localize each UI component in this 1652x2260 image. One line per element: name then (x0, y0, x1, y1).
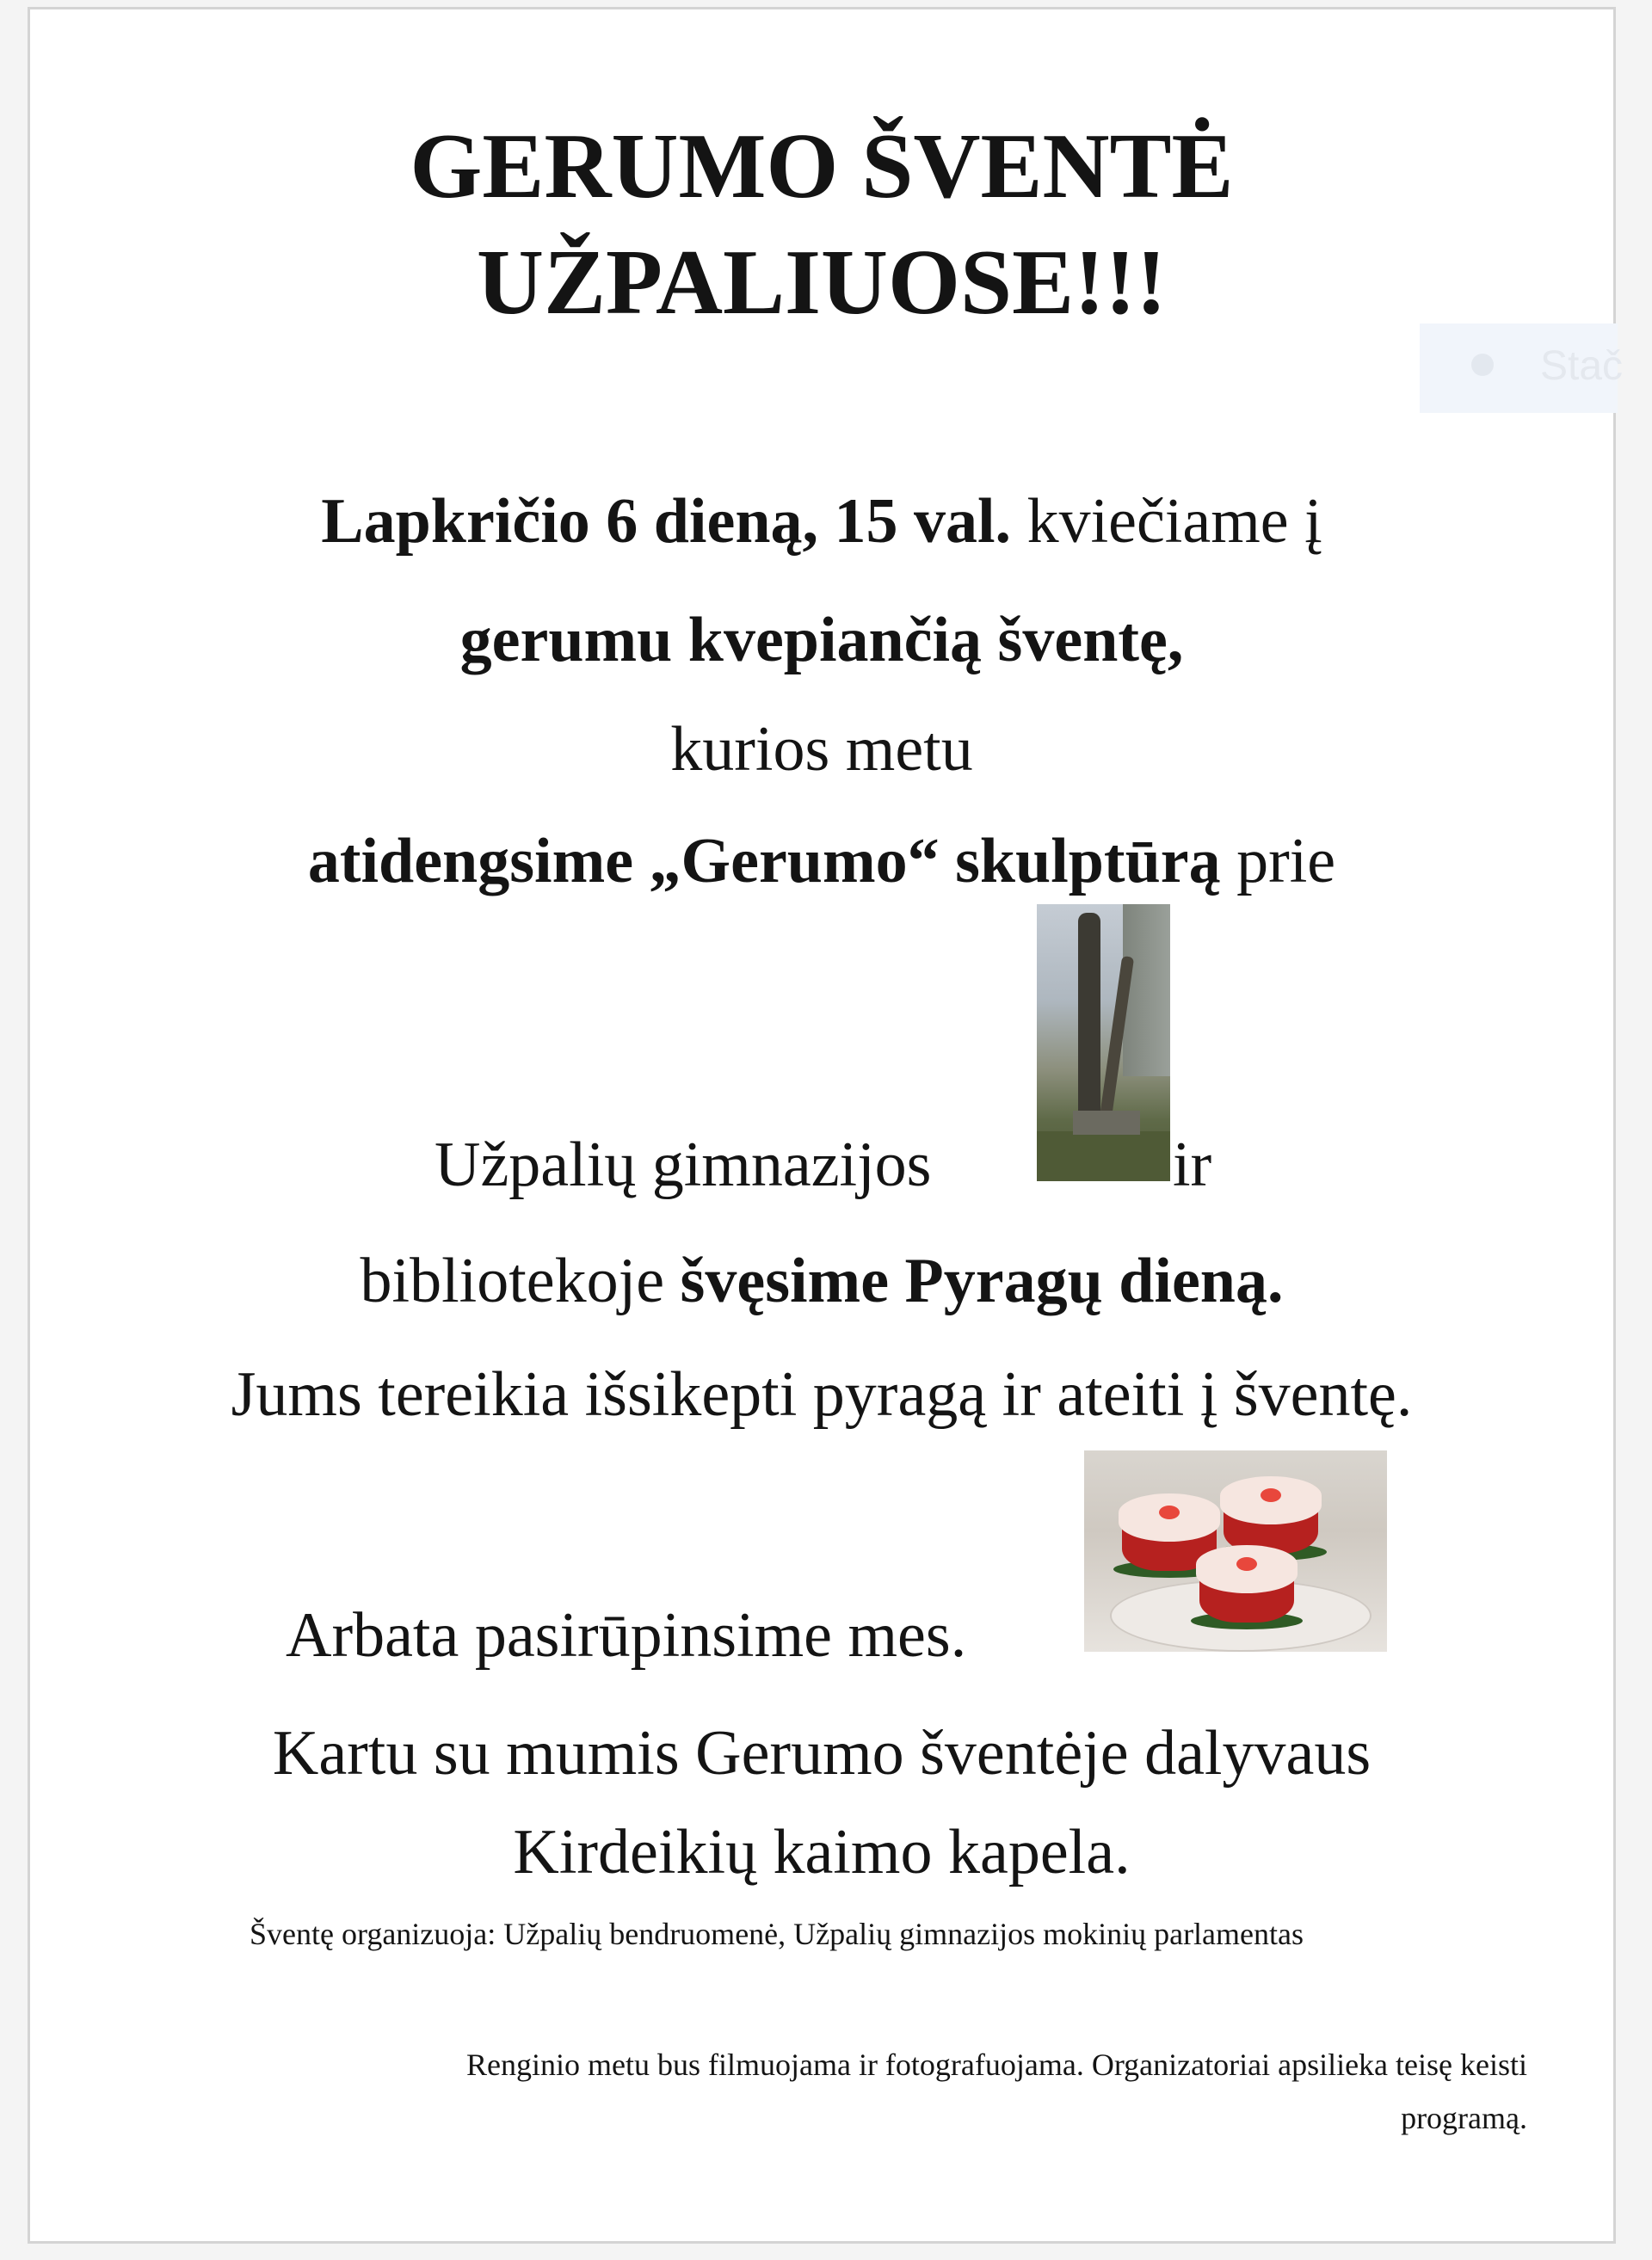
body-line-during: kurios metu (670, 714, 973, 785)
body-line-tea: Arbata pasirūpinsime mes. (286, 1600, 967, 1671)
library-text: bibliotekoje (360, 1246, 681, 1316)
body-line-library (30, 1242, 1613, 1320)
watermark-text: Stač (1540, 343, 1624, 389)
body-line-bake: Jums tereikia išsikepti pyragą ir ateiti į šventę. (231, 1359, 1413, 1430)
body-line-gymnasium: Užpalių gimnazijos (435, 1130, 932, 1200)
body-line-and: ir (1173, 1130, 1212, 1200)
organizers-note: Šventę organizuoja: Užpalių bendruomenė, Užpalių gimnazijos mokinių parlamentas (250, 1917, 1304, 1951)
notice-line-1: Renginio metu bus filmuojama ir fotografuojama. Organizatoriai apsilieka teisę keisti (466, 2048, 1527, 2082)
sculpture-photo (1037, 904, 1170, 1181)
invitation-text: kviečiame į (1011, 486, 1322, 557)
event-description: gerumu kvepiančią šventę, (459, 605, 1184, 675)
near-text: prie (1220, 826, 1336, 896)
body-line-sculpture (30, 822, 1613, 900)
bullet-icon (1471, 354, 1494, 376)
date-time: Lapkričio 6 dieną, 15 val. (321, 486, 1012, 557)
body-line-band: Kirdeikių kaimo kapela. (513, 1817, 1131, 1887)
title-line-2: UŽPALIUOSE!!! (476, 231, 1168, 334)
cakes-photo (1084, 1450, 1387, 1652)
pie-day: švęsime Pyragų dieną. (680, 1246, 1284, 1316)
sculpture-unveiling: atidengsime „Gerumo“ skulptūrą (307, 826, 1221, 896)
title-line-1: GERUMO ŠVENTĖ (410, 115, 1234, 218)
notice-line-2: programą. (1401, 2101, 1527, 2135)
body-line-together: Kartu su mumis Gerumo šventėje dalyvaus (272, 1718, 1372, 1789)
body-line-event (30, 601, 1613, 679)
body-line-date (30, 483, 1613, 560)
document-page (28, 7, 1624, 2244)
